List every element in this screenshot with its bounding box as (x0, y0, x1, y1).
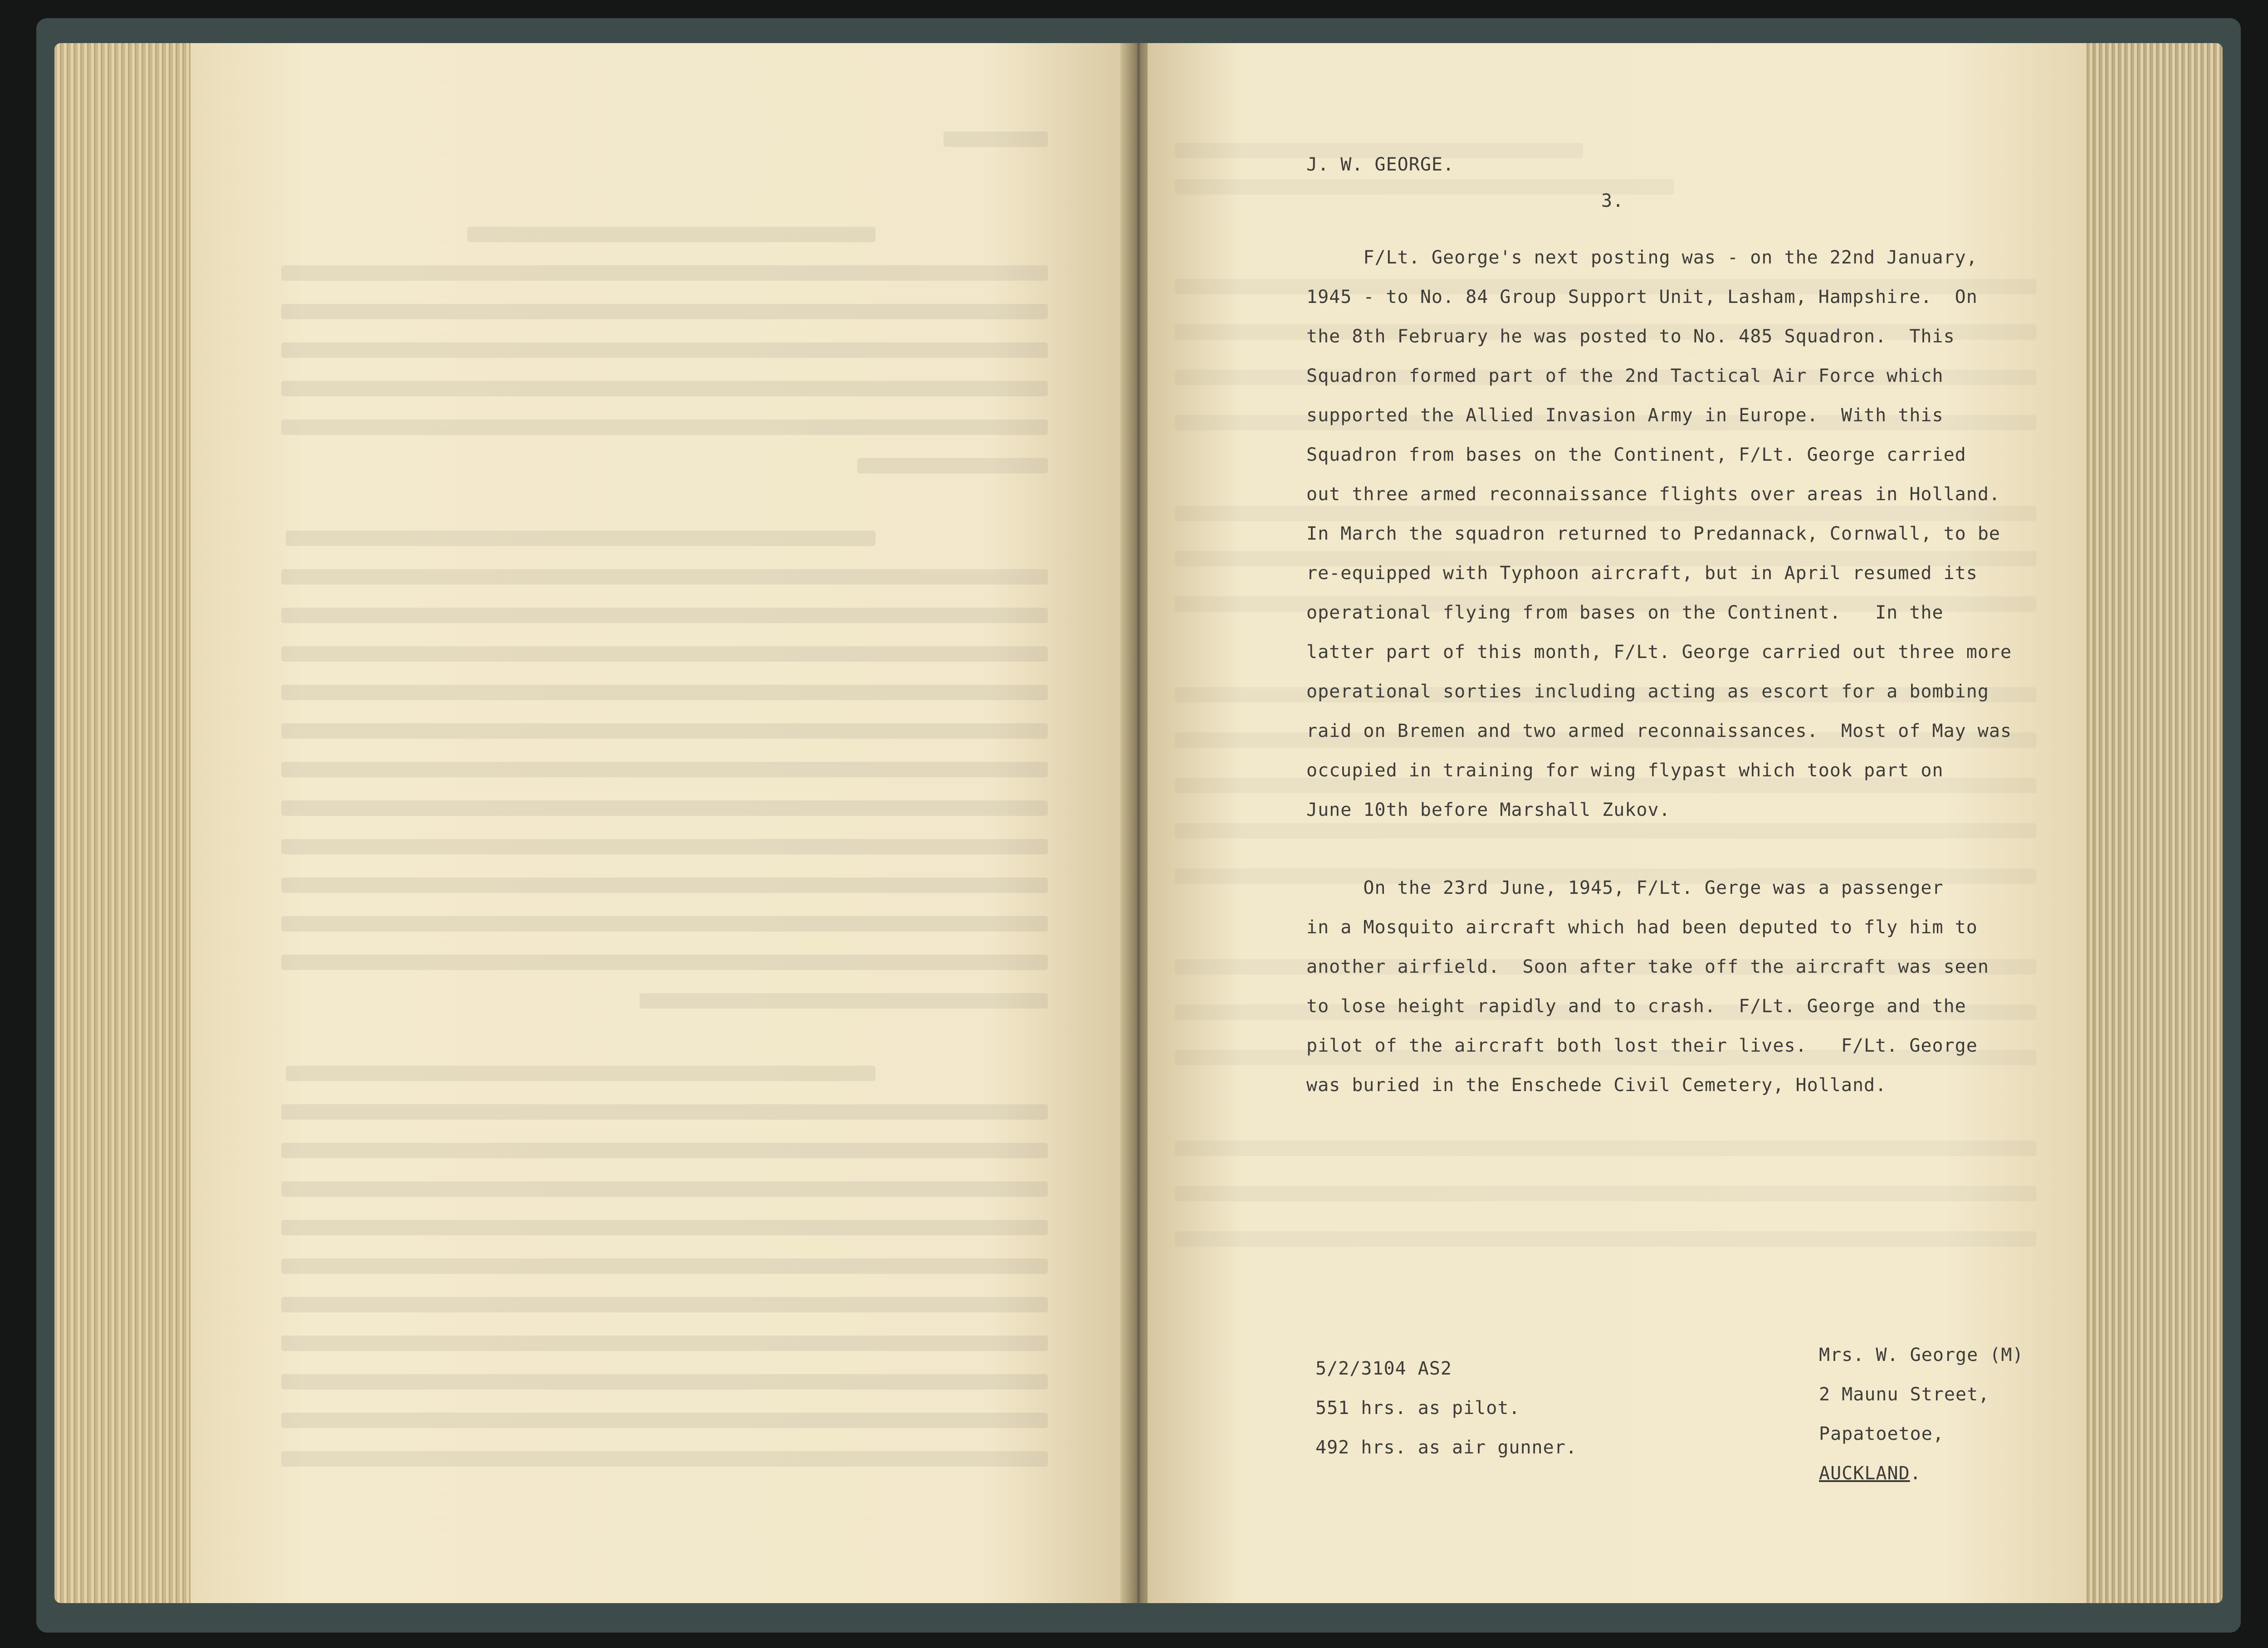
page-edges-right (2068, 43, 2223, 1603)
file-reference: 5/2/3104 AS2 (1315, 1358, 1452, 1379)
address-city-suffix: . (1910, 1463, 1921, 1484)
page-edges-left (54, 43, 204, 1603)
address-city (1819, 1463, 1921, 1484)
body-line: Squadron formed part of the 2nd Tactical Air Force which (1306, 366, 1944, 386)
body-line: operational sorties including acting as escort for a bombing (1306, 681, 1989, 702)
body-line: latter part of this month, F/Lt. George carried out three more (1306, 642, 2012, 663)
body-line: pilot of the aircraft both lost their lives. F/Lt. George (1306, 1035, 1978, 1056)
body-line: operational flying from bases on the Continent. In the (1306, 602, 1944, 623)
body-line: another airfield. Soon after take off the aircraft was seen (1306, 956, 1989, 977)
body-line: 1945 - to No. 84 Group Support Unit, Lasham, Hampshire. On (1306, 287, 1978, 307)
address-city-name: AUCKLAND (1819, 1463, 1910, 1484)
body-line: In March the squadron returned to Predannack, Cornwall, to be (1306, 523, 2001, 544)
body-line: re-equipped with Typhoon aircraft, but in April resumed its (1306, 563, 1978, 584)
body-line: F/Lt. George's next posting was - on the 22nd January, (1306, 247, 1978, 268)
right-page (1148, 43, 2087, 1603)
air-gunner-hours: 492 hrs. as air gunner. (1315, 1437, 1577, 1458)
body-line: Squadron from bases on the Continent, F/Lt. George carried (1306, 444, 1966, 465)
address-street: 2 Maunu Street, (1819, 1384, 1990, 1405)
address-suburb: Papatoetoe, (1819, 1424, 1944, 1444)
show-through-text-right (1148, 43, 2087, 1603)
document-header: J. W. GEORGE. (1306, 154, 1455, 175)
pilot-hours: 551 hrs. as pilot. (1315, 1398, 1520, 1419)
body-line: occupied in training for wing flypast which took part on (1306, 760, 1944, 781)
body-line: On the 23rd June, 1945, F/Lt. Gerge was a passenger (1306, 878, 1944, 898)
body-line: to lose height rapidly and to crash. F/Lt. George and the (1306, 996, 1966, 1017)
body-line: the 8th February he was posted to No. 485 Squadron. This (1306, 326, 1955, 347)
body-line: out three armed reconnaissance flights over areas in Holland. (1306, 484, 2001, 505)
body-line: raid on Bremen and two armed reconnaissances. Most of May was (1306, 721, 2012, 741)
left-page (191, 43, 1129, 1603)
page-number: 3. (1601, 190, 1624, 211)
body-line: in a Mosquito aircraft which had been deputed to fly him to (1306, 917, 1978, 938)
body-line: June 10th before Marshall Zukov. (1306, 800, 1671, 820)
body-line: supported the Allied Invasion Army in Europe. With this (1306, 405, 1944, 426)
next-of-kin-name: Mrs. W. George (M) (1819, 1345, 2024, 1365)
body-line: was buried in the Enschede Civil Cemetery, Holland. (1306, 1075, 1887, 1096)
show-through-text (191, 43, 1129, 1603)
